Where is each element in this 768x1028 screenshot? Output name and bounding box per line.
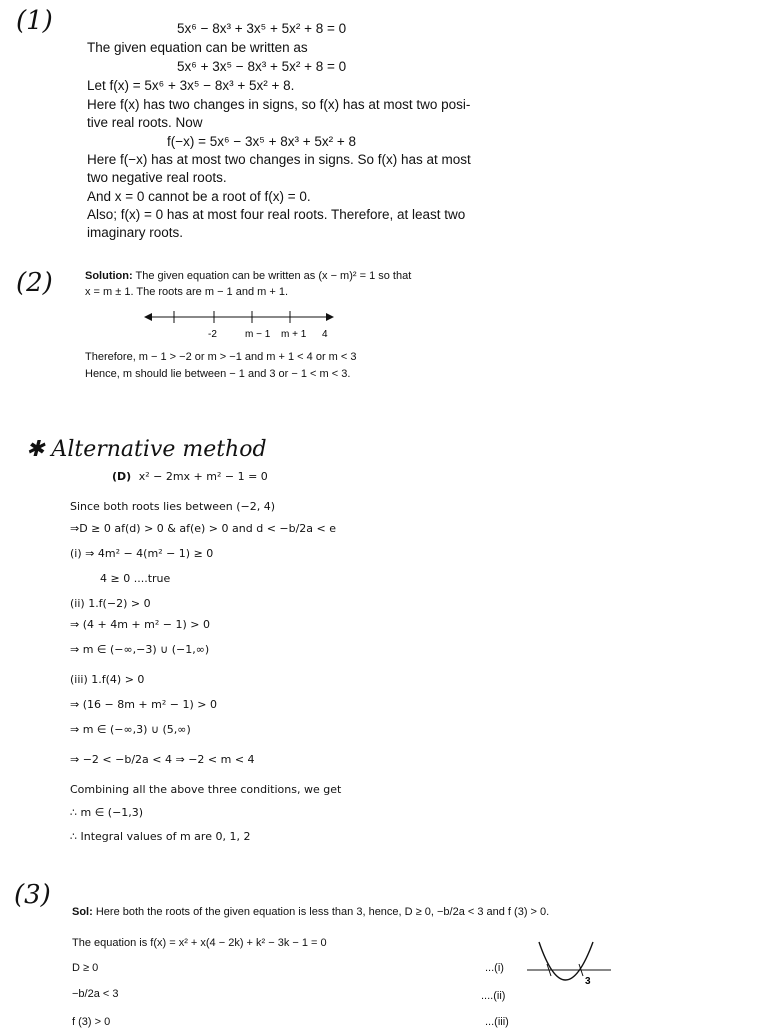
- s2-conclusion-1: Therefore, m − 1 > −2 or m > −1 and m + 1 < 4 or m < 3: [85, 351, 357, 363]
- s3-condition-2: −b/2a < 3: [72, 988, 119, 1000]
- alt-line-2: ⇒D ≥ 0 af(d) > 0 & af(e) > 0 and d < −b/2a < e: [70, 522, 337, 535]
- alt-equation: x² − 2mx + m² − 1 = 0: [138, 470, 268, 483]
- s1-line-12: imaginary roots.: [87, 225, 184, 240]
- s1-line-7: f(−x) = 5x⁶ − 3x⁵ + 8x³ + 5x² + 8: [167, 134, 356, 149]
- s3-condition-1-tag: ...(i): [485, 962, 504, 974]
- alt-line-1: Since both roots lies between (−2, 4): [70, 500, 276, 513]
- s1-line-3: 5x⁶ + 3x⁵ − 8x³ + 5x² + 8 = 0: [177, 59, 347, 74]
- alt-equation-line: [112, 470, 268, 483]
- alt-line-7: ⇒ m ∈ (−∞,−3) ∪ (−1,∞): [70, 643, 210, 656]
- s3-condition-3-tag: ...(iii): [485, 1016, 509, 1028]
- s3-sol-line: [72, 906, 549, 918]
- s2-solution-line: [85, 270, 411, 282]
- s2-solution-label: Solution:: [85, 270, 133, 282]
- s3-sol-text: Here both the roots of the given equation is less than 3, hence, D ≥ 0, −b/2a < 3 and f (3) > 0.: [95, 906, 550, 918]
- s2-roots-line: x = m ± 1. The roots are m − 1 and m + 1.: [85, 286, 289, 298]
- s1-line-11: Also; f(x) = 0 has at most four real roots. Therefore, at least two: [87, 207, 466, 222]
- alt-line-6: ⇒ (4 + 4m + m² − 1) > 0: [70, 618, 210, 631]
- s1-line-6: tive real roots. Now: [87, 115, 203, 130]
- alt-line-9: ⇒ (16 − 8m + m² − 1) > 0: [70, 698, 217, 711]
- alt-heading: ✱ Alternative method: [26, 437, 267, 462]
- s3-condition-3: f (3) > 0: [72, 1016, 111, 1028]
- s3-condition-2-tag: ....(ii): [481, 990, 506, 1002]
- alt-option: (D): [112, 470, 132, 483]
- alt-line-14: ∴ Integral values of m are 0, 1, 2: [70, 830, 251, 843]
- s1-line-4: Let f(x) = 5x⁶ + 3x⁵ − 8x³ + 5x² + 8.: [87, 78, 295, 93]
- s3-condition-1: D ≥ 0: [72, 962, 99, 974]
- tick-label-m-plus-1: m + 1: [281, 329, 307, 340]
- alt-line-13: ∴ m ∈ (−1,3): [70, 806, 144, 819]
- alt-line-12: Combining all the above three conditions, we get: [70, 783, 342, 796]
- alt-line-4: 4 ≥ 0 ....true: [100, 572, 171, 585]
- s1-line-8: Here f(−x) has at most two changes in signs. So f(x) has at most: [87, 152, 471, 167]
- section-2-label: (2): [16, 268, 53, 298]
- graph-label-3: 3: [585, 976, 591, 987]
- s2-conclusion-2: Hence, m should lie between − 1 and 3 or − 1 < m < 3.: [85, 368, 351, 380]
- alt-line-3: (i) ⇒ 4m² − 4(m² − 1) ≥ 0: [70, 547, 214, 560]
- section-1-label: (1): [16, 6, 53, 36]
- s1-line-10: And x = 0 cannot be a root of f(x) = 0.: [87, 189, 311, 204]
- s3-sol-label: Sol:: [72, 906, 93, 918]
- s1-line-2: The given equation can be written as: [87, 40, 308, 55]
- s1-line-1: 5x⁶ − 8x³ + 3x⁵ + 5x² + 8 = 0: [177, 21, 347, 36]
- s1-line-9: two negative real roots.: [87, 170, 227, 185]
- s2-solution-text: The given equation can be written as (x − m)² = 1 so that: [135, 270, 412, 282]
- tick-label-neg2: -2: [208, 329, 217, 340]
- tick-label-4: 4: [322, 329, 328, 340]
- parabola-graph: [525, 936, 615, 996]
- alt-line-11: ⇒ −2 < −b/2a < 4 ⇒ −2 < m < 4: [70, 753, 255, 766]
- number-line: [140, 305, 340, 345]
- alt-line-10: ⇒ m ∈ (−∞,3) ∪ (5,∞): [70, 723, 191, 736]
- section-3-label: (3): [14, 880, 51, 910]
- alt-line-8: (iii) 1.f(4) > 0: [70, 673, 145, 686]
- s3-equation-line: The equation is f(x) = x² + x(4 − 2k) + k² − 3k − 1 = 0: [72, 937, 327, 949]
- alt-line-5: (ii) 1.f(−2) > 0: [70, 597, 151, 610]
- s1-line-5: Here f(x) has two changes in signs, so f(x) has at most two posi-: [87, 97, 471, 112]
- tick-label-m-minus-1: m − 1: [245, 329, 271, 340]
